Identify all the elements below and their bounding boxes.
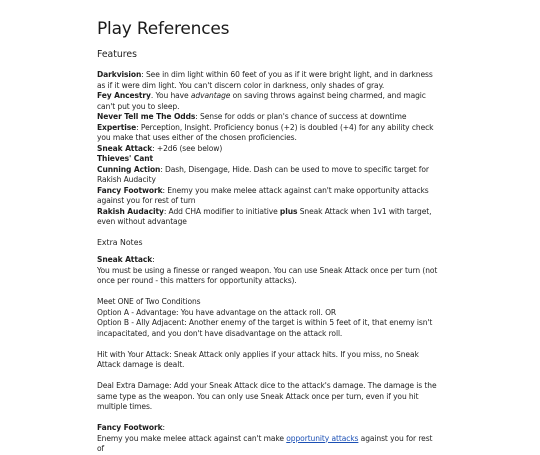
feature-text: : +2d6 (see below) xyxy=(152,143,223,153)
option-a: Option A - Advantage: You have advantage on the attack roll. OR xyxy=(97,307,337,317)
feature-text: : Add CHA modifier to initiative xyxy=(163,206,280,216)
feature-name: Thieves' Cant xyxy=(97,154,154,163)
fancy-footwork-note xyxy=(97,434,440,455)
feature-text: : Dash, Disengage, Hide. Dash can be used to move to specific target for Rakish Audacity xyxy=(97,164,429,184)
feature-text: : See in dim light within 60 feet of you as if it were bright light, and in darkness as if it were dim light. You can't discern color in darkness, only shades of gray. xyxy=(97,70,433,90)
feature-name: Cunning Action xyxy=(97,164,161,174)
feature-name: Never Tell me The Odds xyxy=(97,112,196,121)
option-b: Option B - Ally Adjacent: Another enemy of the target is within 5 feet of it, that enemy isn't incapacitated, and you don't have disadvantage on the attack roll. xyxy=(97,318,433,338)
deal-extra-damage-note: Deal Extra Damage: Add your Sneak Attack dice to the attack's damage. The damage is the same type as the weapon. You can only use Sneak Attack once per turn, even if you hit multiple times. xyxy=(97,381,437,411)
features-heading: Features xyxy=(97,49,137,60)
features-list xyxy=(97,70,440,228)
feature-name: Expertise xyxy=(97,122,137,132)
note-colon: : xyxy=(162,423,165,432)
feature-thieves-cant xyxy=(97,154,440,165)
feature-bold-word: plus xyxy=(279,206,298,216)
conditions-intro: Meet ONE of Two Conditions xyxy=(97,297,201,306)
feature-fey-ancestry xyxy=(97,91,440,112)
note-heading: Fancy Footwork xyxy=(97,423,163,432)
feature-sneak-attack xyxy=(97,144,440,155)
feature-text: Sneak Attack when 1v1 with target, even without advantage xyxy=(97,206,432,226)
feature-text: . You have xyxy=(150,91,191,100)
note-text: against you for rest of xyxy=(97,433,433,453)
sneak-attack-notes-heading xyxy=(97,255,440,266)
extra-notes xyxy=(97,255,440,455)
note-text: Enemy you make melee attack against can't make xyxy=(97,433,287,443)
feature-text: : Perception, Insight. Proficiency bonus (+2) is doubled (+4) for any ability check you make that uses either of the chosen proficiencies. xyxy=(97,122,434,142)
feature-fancy-footwork xyxy=(97,186,440,207)
feature-text: : Sense for odds or plan's chance of success at downtime xyxy=(195,112,407,121)
feature-name: Darkvision xyxy=(97,70,142,79)
note-colon: : xyxy=(152,255,155,264)
feature-name: Rakish Audacity xyxy=(97,206,164,216)
note-heading: Sneak Attack xyxy=(97,255,153,264)
hit-with-attack-note: Hit with Your Attack: Sneak Attack only applies if your attack hits. If you miss, no Sneak Attack damage is dealt. xyxy=(97,349,419,369)
feature-cunning-action xyxy=(97,165,440,186)
feature-expertise xyxy=(97,123,440,144)
feature-darkvision xyxy=(97,70,440,91)
feature-text: on saving throws against being charmed, and magic can't put you to sleep. xyxy=(97,91,426,111)
feature-name: Fey Ancestry xyxy=(97,91,151,100)
opportunity-attacks-link[interactable]: opportunity attacks xyxy=(286,433,359,443)
feature-never-tell-me xyxy=(97,112,440,123)
feature-name: Fancy Footwork xyxy=(97,185,163,195)
page-title: Play References xyxy=(97,19,230,39)
feature-emphasis: advantage xyxy=(190,91,231,100)
feature-name: Sneak Attack xyxy=(97,143,153,153)
fancy-footwork-notes-heading xyxy=(97,423,440,434)
sneak-attack-requirement: You must be using a finesse or ranged weapon. You can use Sneak Attack once per turn (not once per round - this matters for opportunity attacks). xyxy=(97,265,438,285)
feature-rakish-audacity xyxy=(97,207,440,228)
extra-notes-heading: Extra Notes xyxy=(97,238,143,247)
feature-text: : Enemy you make melee attack against can't make opportunity attacks against you for rest of turn xyxy=(97,185,429,205)
